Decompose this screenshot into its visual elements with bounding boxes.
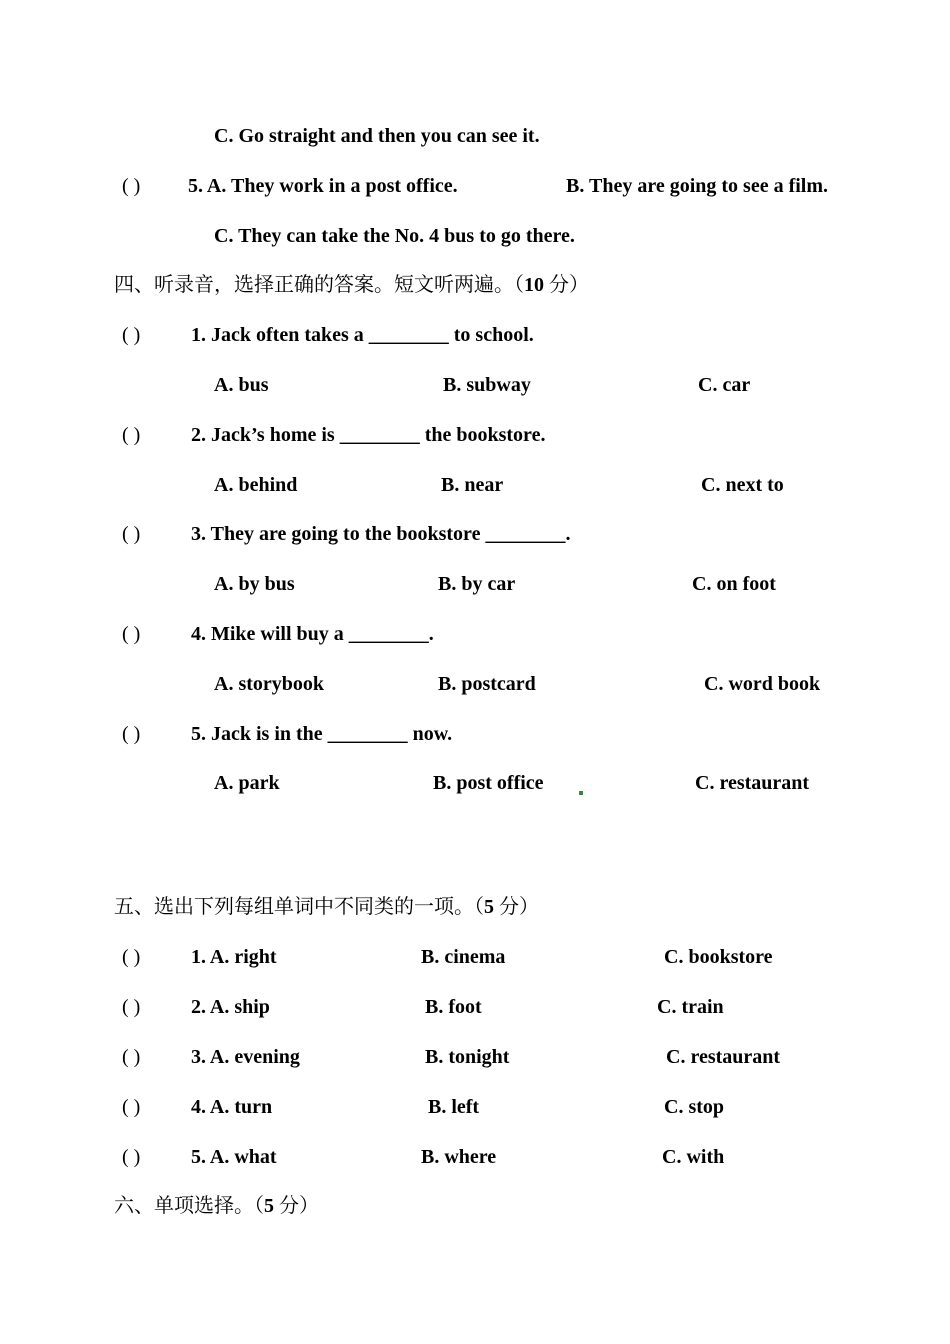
s4-q4-option-c: C. word book bbox=[704, 673, 821, 695]
prev-item4-option-c: C. Go straight and then you can see it. bbox=[214, 125, 540, 147]
answer-paren: ( ) bbox=[122, 946, 141, 968]
s5-q2-option-c: C. train bbox=[657, 996, 724, 1018]
s4-q3-option-b: B. by car bbox=[438, 573, 516, 595]
s5-q5-option-a: 5. A. what bbox=[191, 1146, 277, 1168]
s5-q5-option-c: C. with bbox=[662, 1146, 725, 1168]
s5-q1-option-c: C. bookstore bbox=[664, 946, 773, 968]
answer-paren: ( ) bbox=[122, 324, 141, 346]
s5-q3-option-b: B. tonight bbox=[425, 1046, 510, 1068]
s5-q4-option-b: B. left bbox=[428, 1096, 480, 1118]
answer-paren: ( ) bbox=[122, 996, 141, 1018]
s5-q3-option-a: 3. A. evening bbox=[191, 1046, 300, 1068]
s5-q2-option-a: 2. A. ship bbox=[191, 996, 270, 1018]
answer-paren: ( ) bbox=[122, 1096, 141, 1118]
section5-title: 五、选出下列每组单词中不同类的一项。（5 分） bbox=[114, 896, 539, 918]
answer-paren: ( ) bbox=[122, 523, 141, 545]
s4-q1-stem: 1. Jack often takes a ________ to school. bbox=[191, 324, 534, 346]
s4-q2-option-a: A. behind bbox=[214, 474, 298, 496]
answer-paren: ( ) bbox=[122, 1046, 141, 1068]
s4-q3-option-a: A. by bus bbox=[214, 573, 295, 595]
answer-paren: ( ) bbox=[122, 623, 141, 645]
prev-item5-option-c: C. They can take the No. 4 bus to go there. bbox=[214, 225, 575, 247]
answer-paren: ( ) bbox=[122, 1146, 141, 1168]
s4-q5-option-a: A. park bbox=[214, 772, 280, 794]
s4-q4-option-a: A. storybook bbox=[214, 673, 325, 695]
s4-q3-stem: 3. They are going to the bookstore ________. bbox=[191, 523, 571, 545]
s4-q2-option-c: C. next to bbox=[701, 474, 784, 496]
answer-paren: ( ) bbox=[122, 424, 141, 446]
s5-q5-option-b: B. where bbox=[421, 1146, 497, 1168]
s4-q1-option-a: A. bus bbox=[214, 374, 269, 396]
s4-q5-stem: 5. Jack is in the ________ now. bbox=[191, 723, 453, 745]
s4-q2-stem: 2. Jack’s home is ________ the bookstore. bbox=[191, 424, 546, 446]
s4-q5-option-c: C. restaurant bbox=[695, 772, 810, 794]
s5-q4-option-c: C. stop bbox=[664, 1096, 725, 1118]
s5-q1-option-b: B. cinema bbox=[421, 946, 506, 968]
s5-q1-option-a: 1. A. right bbox=[191, 946, 277, 968]
s5-q3-option-c: C. restaurant bbox=[666, 1046, 781, 1068]
answer-paren: ( ) bbox=[122, 175, 141, 197]
section4-title: 四、听录音，选择正确的答案。短文听两遍。（10 分） bbox=[114, 274, 589, 296]
s4-q4-stem: 4. Mike will buy a ________. bbox=[191, 623, 434, 645]
s4-q3-option-c: C. on foot bbox=[692, 573, 776, 595]
s4-q2-option-b: B. near bbox=[441, 474, 504, 496]
prev-item5-option-b: B. They are going to see a film. bbox=[566, 175, 829, 197]
answer-paren: ( ) bbox=[122, 723, 141, 745]
stray-mark bbox=[579, 791, 583, 795]
s4-q4-option-b: B. postcard bbox=[438, 673, 536, 695]
s4-q1-option-c: C. car bbox=[698, 374, 751, 396]
section6-title: 六、单项选择。（5 分） bbox=[114, 1195, 319, 1217]
prev-item5-stem: 5. A. They work in a post office. bbox=[188, 175, 458, 197]
s5-q4-option-a: 4. A. turn bbox=[191, 1096, 273, 1118]
s4-q5-option-b: B. post office bbox=[433, 772, 544, 794]
s5-q2-option-b: B. foot bbox=[425, 996, 482, 1018]
s4-q1-option-b: B. subway bbox=[443, 374, 531, 396]
